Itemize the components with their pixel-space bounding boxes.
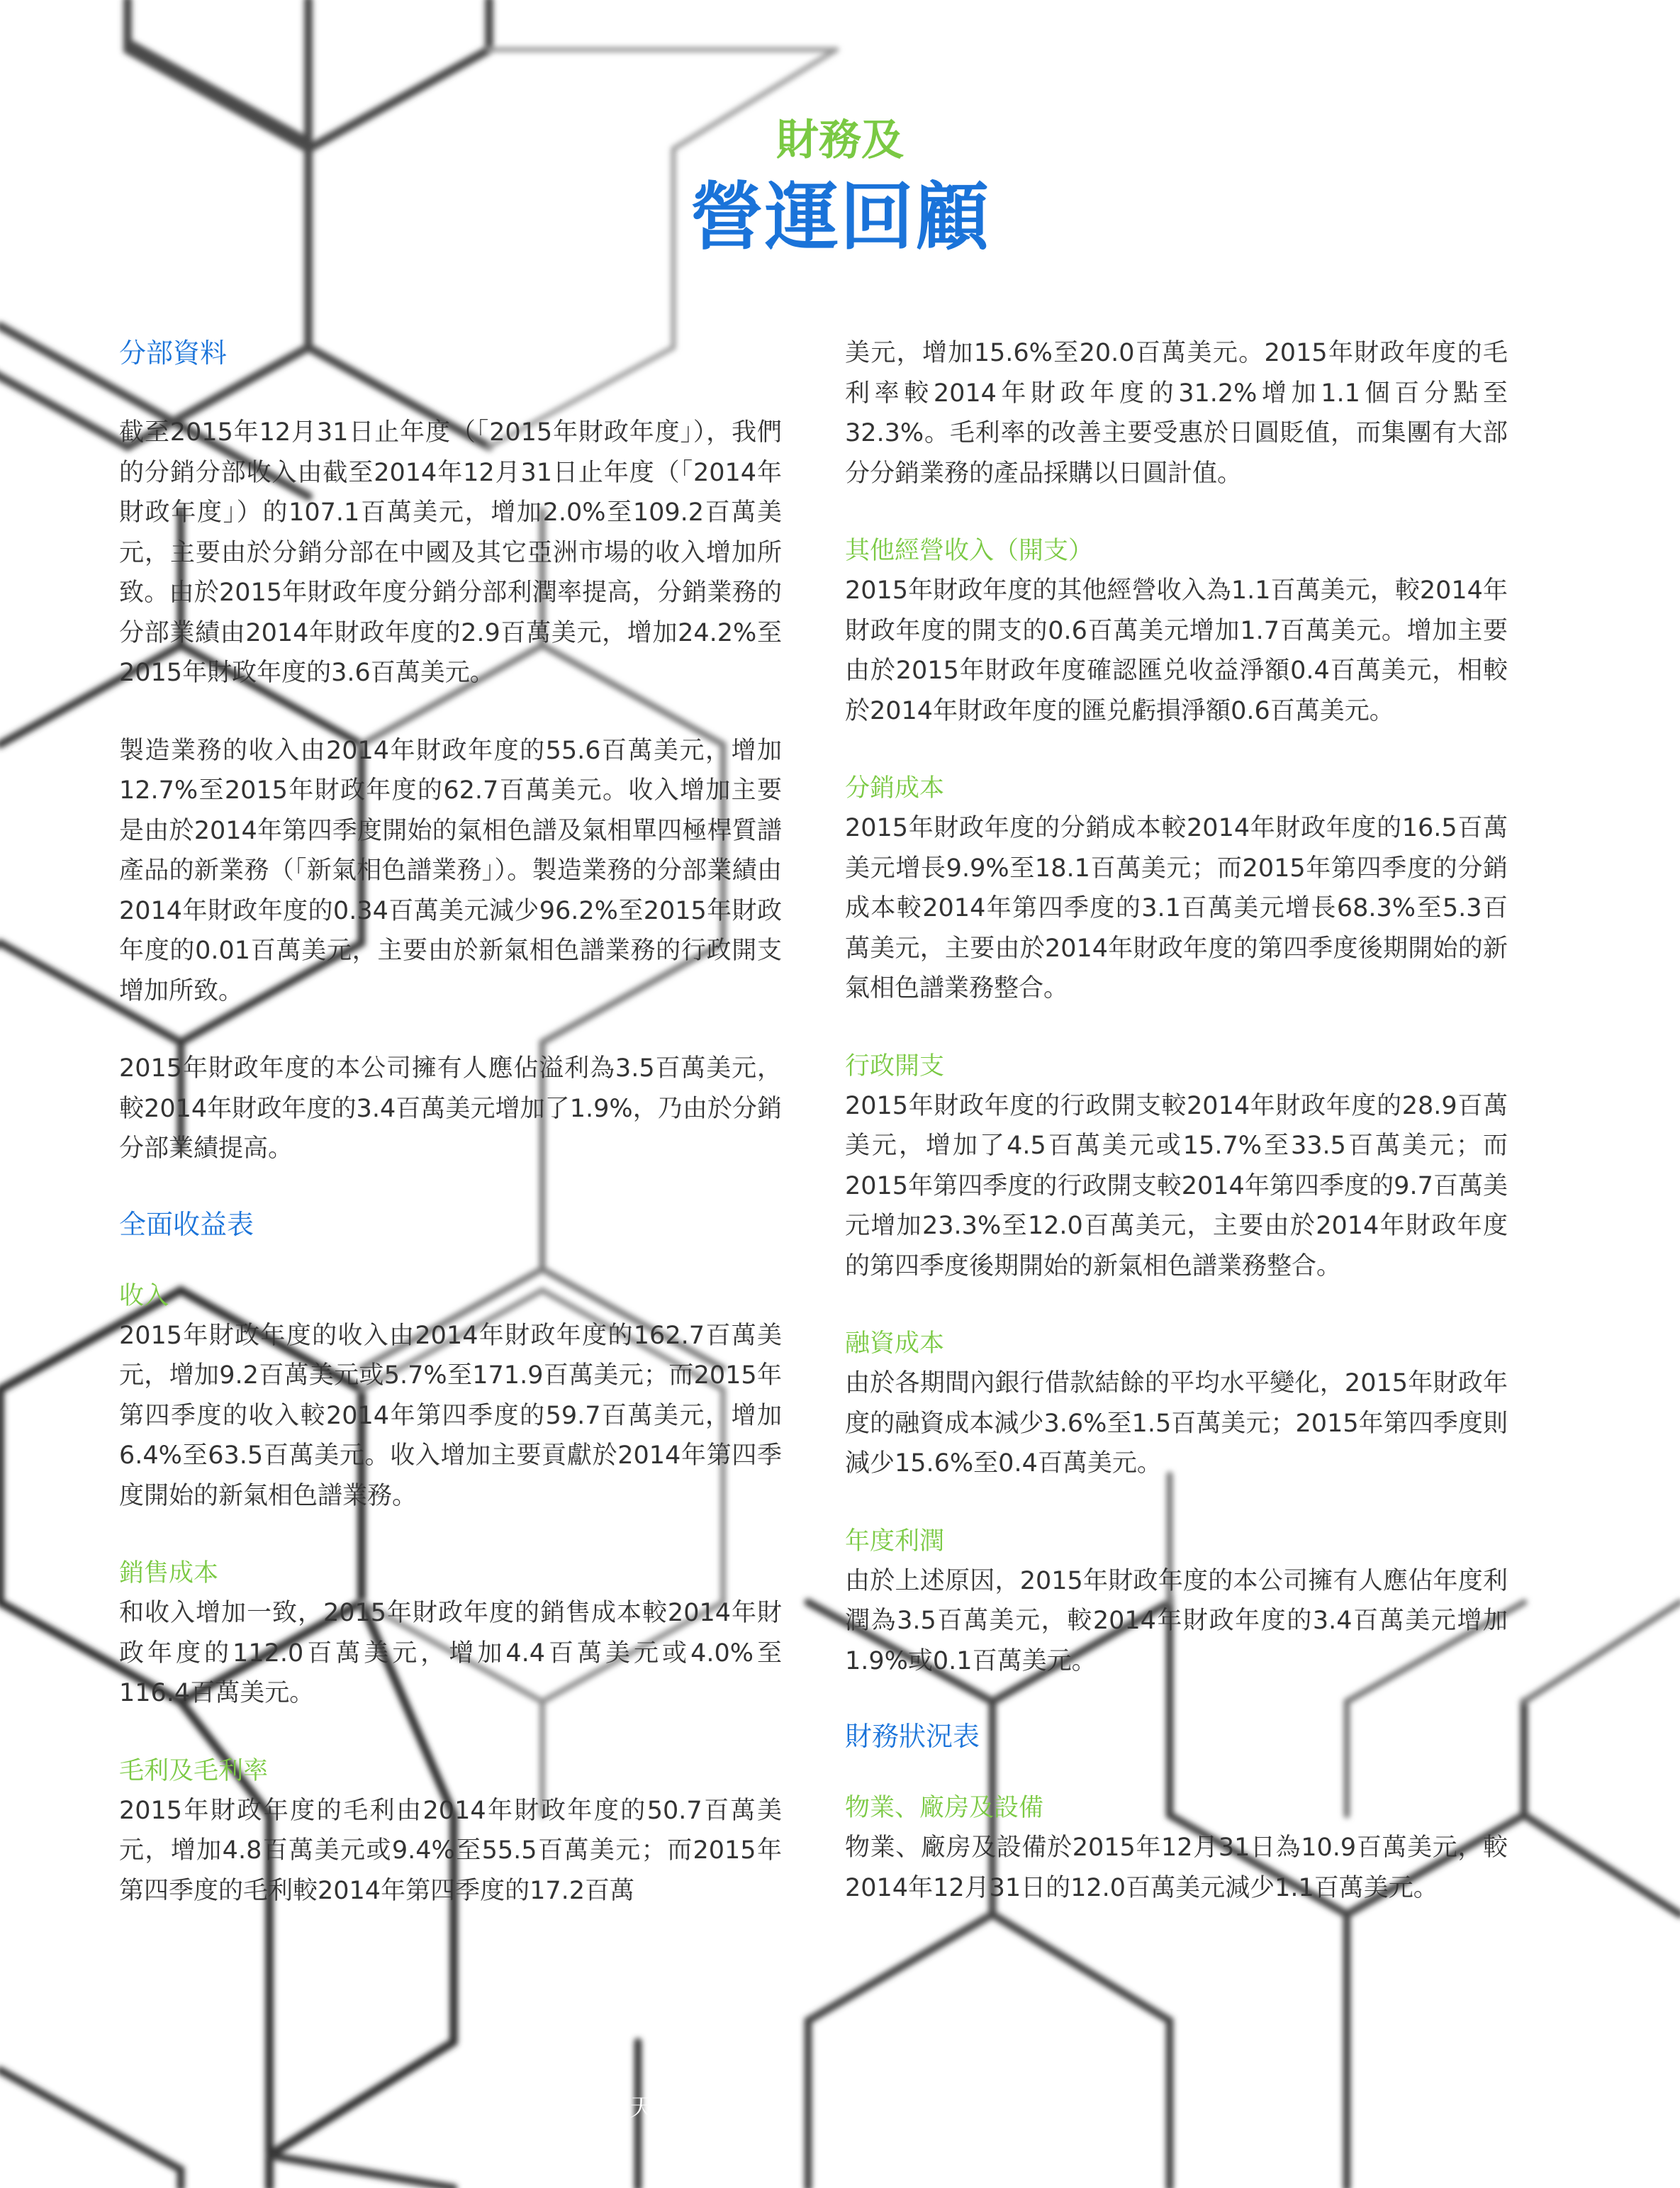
segment-paragraph-2: 製造業務的收入由2014年財政年度的55.6百萬美元，增加12.7%至2015年財政年度的62.7百萬美元。收入增加主要是由於2014年第四季度開始的氣相色譜及氣相單四極桿質譜產品的新業務（「新氣相色譜業務」）。製造業務的分部業績由2014年財政年度的0.34百萬美元減少96.2%至2015年財政年度的0.01百萬美元，主要由於新氣相色譜業務的行政開支增加所致。 [119, 736, 782, 1005]
segment-info-heading: 分部資料 [119, 337, 228, 369]
left-column [119, 333, 782, 1911]
financial-position-heading: 財務狀況表 [845, 1721, 980, 1752]
revenue-heading: 收入 [119, 1281, 169, 1310]
distribution-cost-heading: 分銷成本 [845, 774, 945, 803]
right-column [845, 333, 1508, 1908]
finance-cost-heading: 融資成本 [845, 1329, 945, 1358]
other-operating-income-paragraph: 2015年財政年度的其他經營收入為1.1百萬美元，較2014年財政年度的開支的0.6百萬美元增加1.7百萬美元。增加主要由於2015年財政年度確認匯兑收益淨額0.4百萬美元，相較於2014年財政年度的匯兑虧損淨額0.6百萬美元。 [845, 576, 1508, 725]
distribution-cost-paragraph: 2015年財政年度的分銷成本較2014年財政年度的16.5百萬美元增長9.9%至18.1百萬美元；而2015年第四季度的分銷成本較2014年第四季度的3.1百萬美元增長68.3%至5.3百萬美元，主要由於2014年財政年度的第四季度後期開始的新氣相色譜業務整合。 [845, 814, 1508, 1003]
title-top-line: 財務及 [776, 116, 904, 165]
revenue-paragraph: 2015年財政年度的收入由2014年財政年度的162.7百萬美元，增加9.2百萬美元或5.7%至171.9百萬美元；而2015年第四季度的收入較2014年第四季度的59.7百萬美元，增加6.4%至63.5百萬美元。收入增加主要貢獻於2014年第四季度開始的新氣相色譜業務。 [119, 1321, 782, 1510]
ppe-paragraph: 物業、廠房及設備於2015年12月31日為10.9百萬美元，較2014年12月31日的12.0百萬美元減少1.1百萬美元。 [845, 1833, 1508, 1902]
ppe-heading: 物業、廠房及設備 [845, 1794, 1044, 1822]
cost-of-sales-paragraph: 和收入增加一致，2015年財政年度的銷售成本較2014年財政年度的112.0百萬美元，增加4.4百萬美元或4.0%至116.4百萬美元。 [119, 1599, 782, 1707]
gross-profit-paragraph: 2015年財政年度的毛利由2014年財政年度的50.7百萬美元，增加4.8百萬美元或9.4%至55.5百萬美元；而2015年第四季度的毛利較2014年第四季度的17.2百萬 [119, 1796, 782, 1905]
admin-expense-heading: 行政開支 [845, 1051, 945, 1081]
income-statement-heading: 全面收益表 [119, 1208, 254, 1240]
gross-profit-continued-paragraph: 美元，增加15.6%至20.0百萬美元。2015年財政年度的毛利率較2014年財政年度的31.2%增加1.1個百分點至32.3%。毛利率的改善主要受惠於日圓貶值，而集團有大部分分銷業務的產品採購以日圓計值。 [845, 339, 1508, 488]
cost-of-sales-heading: 銷售成本 [119, 1559, 219, 1587]
page-title: 營運回顧 [689, 174, 990, 260]
finance-cost-paragraph: 由於各期間內銀行借款結餘的平均水平變化，2015年財政年度的融資成本減少3.6%至1.5百萬美元；2015年第四季度則減少15.6%至0.4百萬美元。 [845, 1369, 1508, 1478]
other-operating-income-heading: 其他經營收入（開支） [845, 537, 1094, 565]
gross-profit-heading: 毛利及毛利率 [119, 1756, 269, 1785]
admin-expense-paragraph: 2015年財政年度的行政開支較2014年財政年度的28.9百萬美元，增加了4.5百萬美元或15.7%至33.5百萬美元；而2015年第四季度的行政開支較2014年第四季度的9.7百萬美元增加23.3%至12.0百萬美元，主要由於2014年財政年度的第四季度後期開始的新氣相色譜業務整合。 [845, 1091, 1508, 1280]
segment-paragraph-3: 2015年財政年度的本公司擁有人應佔溢利為3.5百萬美元，較2014年財政年度的3.4百萬美元增加了1.9%，乃由於分銷分部業績提高。 [119, 1054, 782, 1163]
footer-glyph-left: 天 [629, 2094, 654, 2122]
footer-glyph-right: 二 [987, 2094, 1011, 2122]
segment-paragraph-1: 截至2015年12月31日止年度（「2015年財政年度」），我們的分銷分部收入由截至2014年12月31日止年度（「2014年財政年度」）的107.1百萬美元，增加2.0%至109.2百萬美元，主要由於分銷分部在中國及其它亞洲市場的收入增加所致。由於2015年財政年度分銷分部利潤率提高，分銷業務的分部業績由2014年財政年度的2.9百萬美元，增加24.2%至2015年財政年度的3.6百萬美元。 [119, 418, 782, 687]
annual-profit-heading: 年度利潤 [845, 1526, 945, 1556]
annual-profit-paragraph: 由於上述原因，2015年財政年度的本公司擁有人應佔年度利潤為3.5百萬美元，較2014年財政年度的3.4百萬美元增加1.9%或0.1百萬美元。 [845, 1566, 1508, 1675]
